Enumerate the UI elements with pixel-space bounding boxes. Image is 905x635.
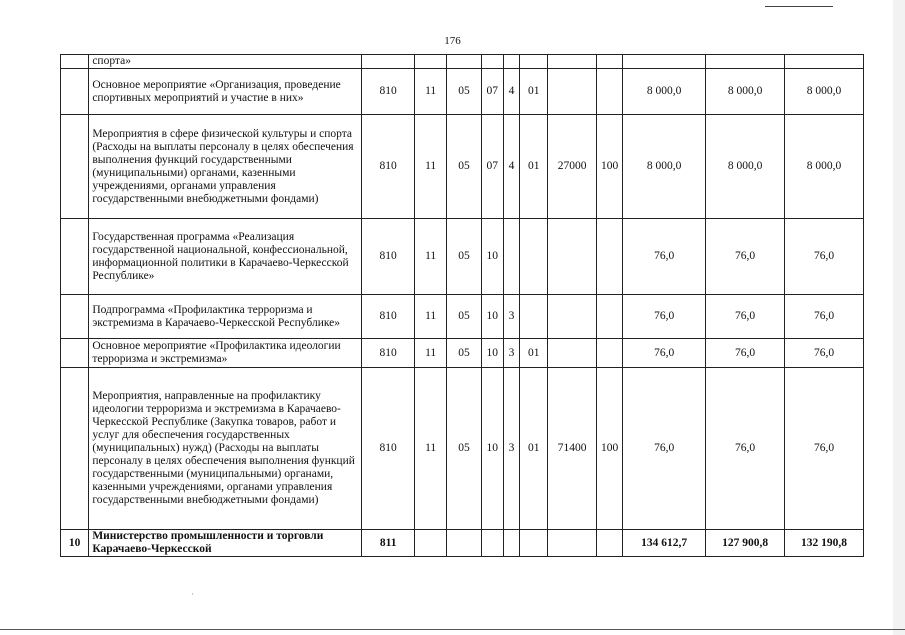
code-section: 11 — [414, 69, 446, 115]
code-expense-type — [596, 295, 622, 339]
code-expense-type — [596, 219, 622, 295]
footer-rule — [0, 629, 905, 630]
code-event — [520, 55, 548, 69]
code-event: 01 — [520, 339, 548, 368]
amount-year-2: 76,0 — [706, 368, 785, 530]
code-direction: 27000 — [548, 115, 597, 219]
amount-year-1: 134 612,7 — [623, 530, 706, 557]
code-subprogram — [503, 530, 519, 557]
row-description: спорта» — [89, 55, 362, 69]
code-subsection: 05 — [447, 295, 481, 339]
code-program: 10 — [481, 339, 503, 368]
code-subsection: 05 — [447, 69, 481, 115]
amount-year-2 — [706, 55, 785, 69]
amount-year-2: 76,0 — [706, 295, 785, 339]
code-event: 01 — [520, 115, 548, 219]
amount-year-1: 76,0 — [623, 368, 706, 530]
code-program: 07 — [481, 115, 503, 219]
amount-year-2: 127 900,8 — [706, 530, 785, 557]
code-event — [520, 295, 548, 339]
amount-year-1: 8 000,0 — [623, 115, 706, 219]
amount-year-3: 76,0 — [785, 368, 864, 530]
amount-year-1: 76,0 — [623, 339, 706, 368]
scan-edge — [893, 0, 905, 635]
code-program — [481, 55, 503, 69]
code-subsection: 05 — [447, 219, 481, 295]
code-ministry: 810 — [362, 295, 415, 339]
code-subsection: 05 — [447, 368, 481, 530]
header-rule — [765, 6, 833, 7]
row-description: Подпрограмма «Профилактика терроризма и экстремизма в Карачаево-Черкесской Республике» — [89, 295, 362, 339]
code-section — [414, 530, 446, 557]
table-row — [61, 339, 864, 368]
code-section: 11 — [414, 219, 446, 295]
code-program: 10 — [481, 219, 503, 295]
code-ministry: 811 — [362, 530, 415, 557]
page-number: 176 — [444, 35, 461, 47]
table-row — [61, 55, 864, 69]
table-row — [61, 69, 864, 115]
amount-year-2: 76,0 — [706, 219, 785, 295]
code-ministry: 810 — [362, 368, 415, 530]
row-index — [61, 368, 89, 530]
code-event — [520, 530, 548, 557]
code-subprogram — [503, 219, 519, 295]
row-description: Мероприятия в сфере физической культуры и спорта (Расходы на выплаты персоналу в целях обеспечения выполнения функций государственными (муниципальными) органами, казенными учреждениями, органами управления государственными внебюджетными фондами) — [89, 115, 362, 219]
code-section: 11 — [414, 339, 446, 368]
code-direction — [548, 339, 597, 368]
code-subprogram: 3 — [503, 368, 519, 530]
amount-year-2: 76,0 — [706, 339, 785, 368]
amount-year-2: 8 000,0 — [706, 115, 785, 219]
table-row — [61, 115, 864, 219]
code-section: 11 — [414, 368, 446, 530]
budget-table — [60, 54, 864, 557]
table-row — [61, 368, 864, 530]
code-subprogram: 3 — [503, 339, 519, 368]
amount-year-3: 8 000,0 — [785, 69, 864, 115]
row-index — [61, 115, 89, 219]
code-subprogram — [503, 55, 519, 69]
amount-year-3: 76,0 — [785, 295, 864, 339]
code-subsection: 05 — [447, 339, 481, 368]
code-event: 01 — [520, 69, 548, 115]
code-program: 10 — [481, 368, 503, 530]
code-program: 10 — [481, 295, 503, 339]
code-expense-type — [596, 339, 622, 368]
code-subprogram: 3 — [503, 295, 519, 339]
table-row — [61, 219, 864, 295]
code-direction — [548, 530, 597, 557]
row-index — [61, 69, 89, 115]
amount-year-1: 8 000,0 — [623, 69, 706, 115]
code-direction — [548, 219, 597, 295]
row-index: 10 — [61, 530, 89, 557]
row-description: Мероприятия, направленные на профилактику идеологии терроризма и экстремизма в Карачаево-Черкесской Республике (Закупка товаров, работ и услуг для обеспечения государственных (муниципальных) нужд) (Расходы на выплаты персоналу в целях обеспечения выполнения функций государственными (муниципальными) органами, казенными учреждениями, органами управления государственными внебюджетными фондами) — [89, 368, 362, 530]
amount-year-3: 76,0 — [785, 339, 864, 368]
code-expense-type: 100 — [596, 115, 622, 219]
code-subsection: 05 — [447, 115, 481, 219]
code-subsection — [447, 55, 481, 69]
code-program — [481, 530, 503, 557]
row-description: Основное мероприятие «Организация, проведение спортивных мероприятий и участие в них» — [89, 69, 362, 115]
code-subprogram: 4 — [503, 69, 519, 115]
row-description: Государственная программа «Реализация государственной национальной, конфессиональной, информационной политики в Карачаево-Черкесской Республике» — [89, 219, 362, 295]
table-row — [61, 530, 864, 557]
amount-year-2: 8 000,0 — [706, 69, 785, 115]
amount-year-3: 132 190,8 — [785, 530, 864, 557]
code-subprogram: 4 — [503, 115, 519, 219]
code-ministry: 810 — [362, 339, 415, 368]
code-subsection — [447, 530, 481, 557]
code-event: 01 — [520, 368, 548, 530]
amount-year-3 — [785, 55, 864, 69]
code-ministry: 810 — [362, 69, 415, 115]
row-index — [61, 219, 89, 295]
amount-year-1 — [623, 55, 706, 69]
row-description: Министерство промышленности и торговли Карачаево-Черкесской — [89, 530, 362, 557]
code-direction — [548, 295, 597, 339]
code-direction — [548, 69, 597, 115]
scan-speck: · — [191, 590, 194, 599]
row-index — [61, 55, 89, 69]
code-program: 07 — [481, 69, 503, 115]
row-index — [61, 295, 89, 339]
code-expense-type — [596, 55, 622, 69]
code-ministry: 810 — [362, 219, 415, 295]
amount-year-3: 76,0 — [785, 219, 864, 295]
code-ministry: 810 — [362, 115, 415, 219]
code-expense-type — [596, 69, 622, 115]
code-section: 11 — [414, 115, 446, 219]
row-index — [61, 339, 89, 368]
amount-year-1: 76,0 — [623, 295, 706, 339]
code-section — [414, 55, 446, 69]
code-expense-type: 100 — [596, 368, 622, 530]
table-row — [61, 295, 864, 339]
code-event — [520, 219, 548, 295]
amount-year-3: 8 000,0 — [785, 115, 864, 219]
code-section: 11 — [414, 295, 446, 339]
amount-year-1: 76,0 — [623, 219, 706, 295]
row-description: Основное мероприятие «Профилактика идеологии терроризма и экстремизма» — [89, 339, 362, 368]
code-direction: 71400 — [548, 368, 597, 530]
code-direction — [548, 55, 597, 69]
code-ministry — [362, 55, 415, 69]
code-expense-type — [596, 530, 622, 557]
